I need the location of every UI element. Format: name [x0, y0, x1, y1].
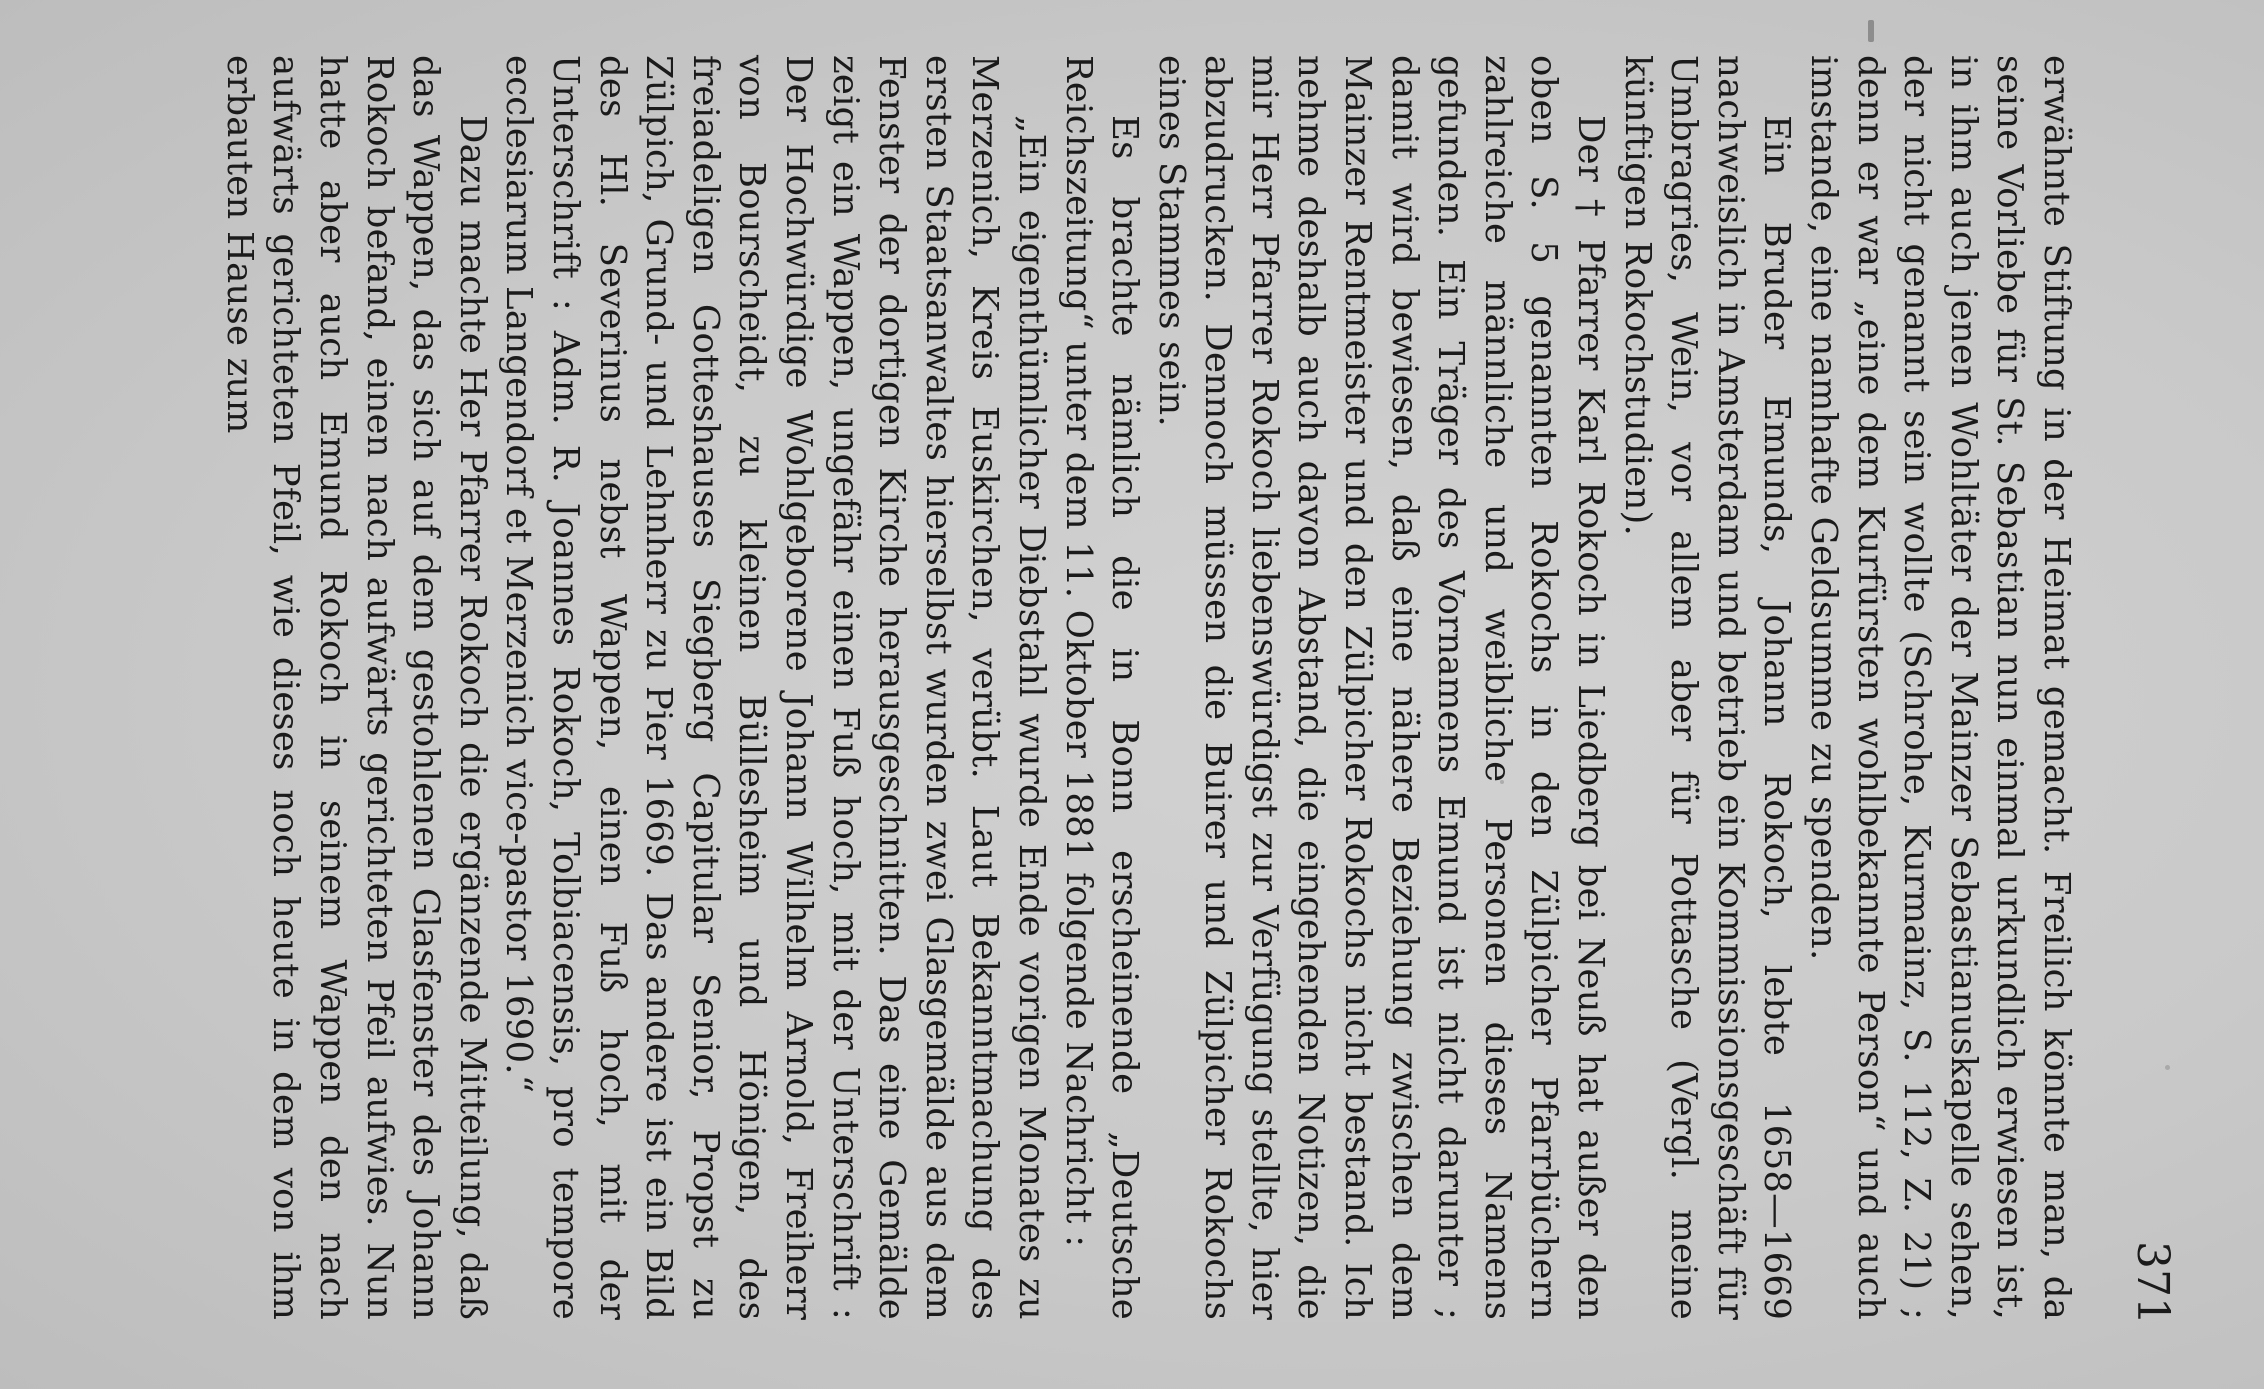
paragraph: Dazu machte Her Pfarrer Rokoch die ergänzende Mitteilung, daß das Wappen, das sich auf dem gestohlenen Glasfenster des Johann Rokoch befand, einen nach aufwärts gerichteten Pfeil aufwies. Nun hatte aber auch Emund Rokoch in seinem Wappen den nach aufwärts gerichteten Pfeil, wie dieses noch heute in dem von ihm erbauten Hause zum — [218, 55, 493, 1320]
paragraph: erwähnte Stiftung in der Heimat gemacht. Freilich könnte man, da seine Vorliebe für St. Sebastian nun einmal urkundlich erwiesen ist, in ihm auch jenen Wohltäter der Mainzer Sebastianuskapelle sehen, der nicht genannt sein wollte (Schrohe, Kurmainz, S. 112, Z. 21) ; denn er war „eine dem Kurfürsten wohlbekannte Person“ und auch imstande, eine namhafte Geldsumme zu spenden. — [1803, 55, 2077, 1320]
paragraph: Der † Pfarrer Karl Rokoch in Liedberg bei Neuß hat außer den oben S. 5 genannten Rokochs in den Zülpicher Pfarrbüchern zahlreiche männliche und weibliche Personen dieses Namens gefunden. Ein Träger des Vornamens Emund ist nicht darunter ; damit wird bewiesen, daß eine nähere Beziehung zwischen dem Mainzer Rentmeister und den Zülpicher Rokochs nicht bestand. Ich nehme deshalb auch davon Abstand, die eingehenden Notizen, die mir Herr Pfarrer Rokoch liebenswürdigst zur Verfügung stellte, hier abzudrucken. Dennoch müssen die Buirer und Zülpicher Rokochs eines Stammes sein. — [1150, 55, 1612, 1320]
rotated-page-content — [64, 55, 2178, 1345]
paragraph: Es brachte nämlich die in Bonn erscheinende „Deutsche Reichszeitung“ unter dem 11. Oktober 1881 folgende Nachricht : — [1057, 55, 1146, 1320]
body-text — [215, 55, 2079, 1320]
page-number: 371 — [2127, 1241, 2178, 1325]
paragraph: Ein Bruder Emunds, Johann Rokoch, lebte 1658—1669 nachweislich in Amsterdam und betrieb ein Kommissionsgeschäft für Umbragries, Wein, vor allem aber für Pottasche (Vergl. meine künftigen Rokochstudien). — [1616, 55, 1798, 1320]
paper-speck — [1868, 20, 1874, 42]
quoted-paragraph: „Ein eigenthümlicher Diebstahl wurde Ende vorigen Monates zu Merzenich, Kreis Euskirchen, verübt. Laut Bekanntmachung des ersten Staatsanwaltes hierselbst wurden zwei Glasgemälde aus dem Fenster der dortigen Kirche herausgeschnitten. Das eine Gemälde zeigt ein Wappen, ungefähr einen Fuß hoch, mit der Unterschrift : Der Hochwürdige Wohlgeborene Johann Wilhelm Arnold, Freiherr von Bourscheidt, zu kleinen Büllesheim und Hönigen, des freiadeligen Gotteshauses Siegberg Capitular Senior, Propst zu Zülpich, Grund- und Lehnherr zu Pier 1669. Das andere ist ein Bild des Hl. Severinus nebst Wappen, einen Fuß hoch, mit der Unterschrift : Adm. R. Joannes Rokoch, Tolbiacensis, pro tempore ecclesiarum Langendorf et Merzenich vice-pastor 1690.“ — [498, 55, 1052, 1320]
